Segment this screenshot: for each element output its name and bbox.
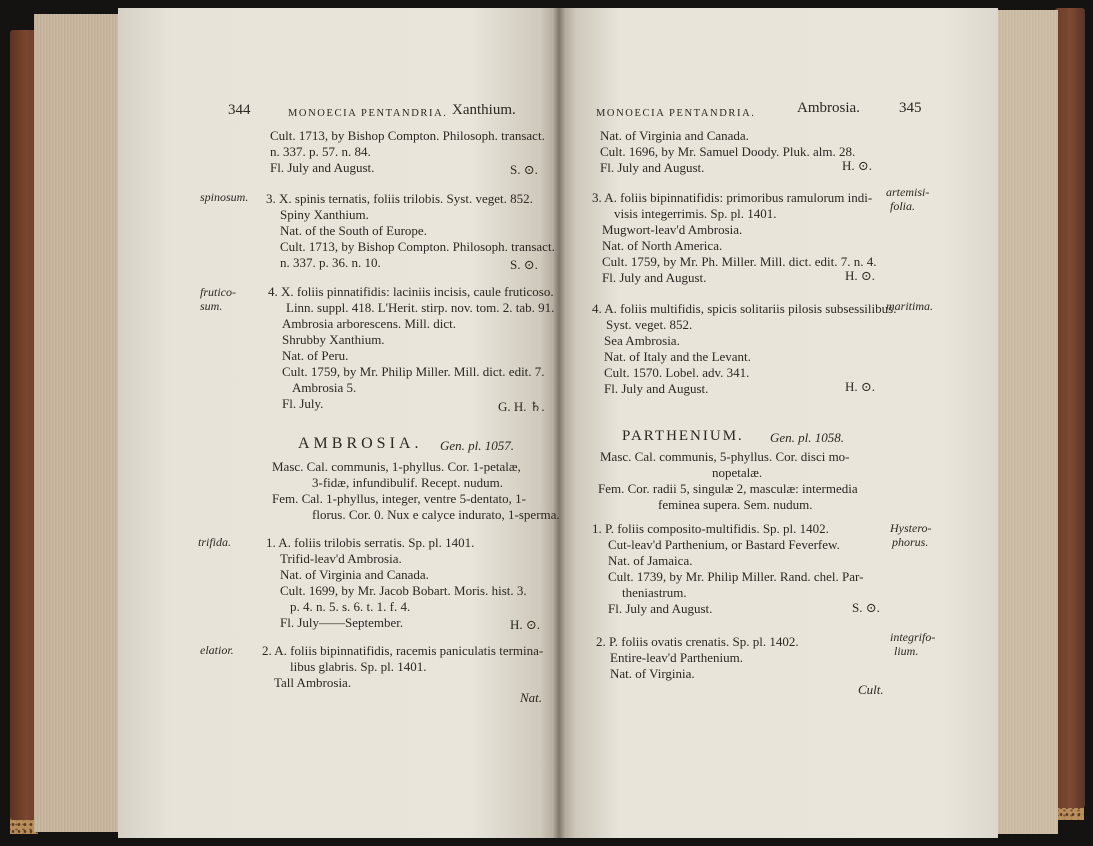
text-line: G. H. ♄. <box>498 399 545 414</box>
text-line: Cult. 1759, by Mr. Ph. Miller. Mill. dict. edit. 7. n. 4. <box>602 254 877 269</box>
text-line: feminea supera. Sem. nudum. <box>658 497 813 512</box>
text-line: Fl. July and August. <box>608 601 713 616</box>
text-line: H. ⊙. <box>845 268 876 283</box>
text-line: Sea Ambrosia. <box>604 333 680 348</box>
margin-note: trifida. <box>198 535 232 549</box>
text-line: florus. Cor. 0. Nux e calyce indurato, 1-sperma. <box>312 507 560 522</box>
text-line: H. ⊙. <box>842 158 873 173</box>
text-line: Fl. July and August. <box>602 270 707 285</box>
margin-note: integrifo- <box>890 630 936 644</box>
text-line: Fl. July and August. <box>270 160 375 175</box>
text-line: theniastrum. <box>622 585 687 600</box>
text-line: 4. X. foliis pinnatifidis: laciniis incisis, caule fruticoso. <box>268 284 554 299</box>
text-line: Ambrosia 5. <box>292 380 357 395</box>
text-line: Masc. Cal. communis, 5-phyllus. Cor. disci mo- <box>600 449 850 464</box>
genus-heading: AMBROSIA. <box>298 435 423 452</box>
text-line: Cult. 1696, by Mr. Samuel Doody. Pluk. alm. 28. <box>600 144 856 159</box>
margin-note: Hystero- <box>890 521 932 535</box>
running-head: MONOECIA PENTANDRIA. <box>596 108 756 119</box>
text-line: S. ⊙. <box>510 162 538 177</box>
margin-note: frutico- <box>200 285 236 299</box>
margin-note: sum. <box>200 299 223 313</box>
catchword: Nat. <box>520 690 543 705</box>
text-line: Trifid-leav'd Ambrosia. <box>280 551 402 566</box>
text-line: Cut-leav'd Parthenium, or Bastard Feverfew. <box>608 537 840 552</box>
text-line: Fl. July and August. <box>600 160 705 175</box>
text-line: Tall Ambrosia. <box>274 675 352 690</box>
margin-note: elatior. <box>200 643 234 657</box>
text-line: Fl. July and August. <box>604 381 709 396</box>
text-line: Nat. of Virginia and Canada. <box>600 128 749 143</box>
text-line: Nat. of Italy and the Levant. <box>604 349 751 364</box>
running-head: MONOECIA PENTANDRIA. <box>288 108 448 119</box>
text-line: 4. A. foliis multifidis, spicis solitariis pilosis subsessilibus. <box>592 301 897 316</box>
text-line: S. ⊙. <box>852 600 880 615</box>
running-head-genus: Xanthium. <box>452 102 516 118</box>
text-line: Spiny Xanthium. <box>280 207 369 222</box>
text-line: Cult. 1713, by Bishop Compton. Philosoph. transact. <box>270 128 545 143</box>
text-line: Nat. of Peru. <box>282 348 349 363</box>
text-line: Fl. July——September. <box>280 615 404 630</box>
text-line: Mugwort-leav'd Ambrosia. <box>602 222 743 237</box>
text-line: Linn. suppl. 418. L'Herit. stirp. nov. tom. 2. tab. 91. <box>286 300 555 315</box>
right-page-stack <box>990 10 1058 834</box>
text-line: Entire-leav'd Parthenium. <box>610 650 744 665</box>
text-line: Fem. Cor. radii 5, singulæ 2, masculæ: intermedia <box>598 481 858 496</box>
margin-note: lium. <box>894 644 919 658</box>
text-line: Nat. of Virginia and Canada. <box>280 567 429 582</box>
text-line: 3-fidæ, infundibulif. Recept. nudum. <box>312 475 504 490</box>
text-line: n. 337. p. 57. n. 84. <box>270 144 371 159</box>
page-number: 344 <box>228 102 251 118</box>
genus-heading: PARTHENIUM. <box>622 428 744 444</box>
margin-note: phorus. <box>892 535 929 549</box>
genus-reference: Gen. pl. 1058. <box>770 430 845 445</box>
running-head-genus: Ambrosia. <box>797 100 860 116</box>
text-line: visis integerrimis. Sp. pl. 1401. <box>614 206 777 221</box>
text-line: Nat. of the South of Europe. <box>280 223 427 238</box>
text-line: Cult. 1570. Lobel. adv. 341. <box>604 365 750 380</box>
text-line: H. ⊙. <box>510 617 541 632</box>
text-line: 2. P. foliis ovatis crenatis. Sp. pl. 1402. <box>596 634 799 649</box>
margin-note: folia. <box>890 199 916 213</box>
text-line: p. 4. n. 5. s. 6. t. 1. f. 4. <box>290 599 411 614</box>
text-line: Cult. 1713, by Bishop Compton. Philosoph. transact. <box>280 239 555 254</box>
page-number: 345 <box>899 100 922 116</box>
text-line: H. ⊙. <box>845 379 876 394</box>
text-line: n. 337. p. 36. n. 10. <box>280 255 381 270</box>
text-line: Cult. 1759, by Mr. Philip Miller. Mill. dict. edit. 7. <box>282 364 545 379</box>
text-line: Ambrosia arborescens. Mill. dict. <box>282 316 457 331</box>
text-line: Masc. Cal. communis, 1-phyllus. Cor. 1-petalæ, <box>272 459 521 474</box>
text-line: Shrubby Xanthium. <box>282 332 385 347</box>
text-line: Nat. of Virginia. <box>610 666 695 681</box>
genus-reference: Gen. pl. 1057. <box>440 438 515 453</box>
text-line: nopetalæ. <box>712 465 763 480</box>
text-line: Fem. Cal. 1-phyllus, integer, ventre 5-dentato, 1- <box>272 491 527 506</box>
text-line: 1. A. foliis trilobis serratis. Sp. pl. 1401. <box>266 535 475 550</box>
text-line: S. ⊙. <box>510 257 538 272</box>
text-line: 2. A. foliis bipinnatifidis, racemis paniculatis termina- <box>262 643 544 658</box>
text-line: Cult. 1739, by Mr. Philip Miller. Rand. chel. Par- <box>608 569 864 584</box>
text-line: 1. P. foliis composito-multifidis. Sp. pl. 1402. <box>592 521 829 536</box>
text-line: Syst. veget. 852. <box>606 317 693 332</box>
text-line: Fl. July. <box>282 396 324 411</box>
right-cover <box>1055 8 1085 808</box>
catchword: Cult. <box>858 682 884 697</box>
book-gutter <box>552 8 566 838</box>
margin-note: spinosum. <box>200 190 249 204</box>
text-line: libus glabris. Sp. pl. 1401. <box>290 659 427 674</box>
text-line: Cult. 1699, by Mr. Jacob Bobart. Moris. hist. 3. <box>280 583 527 598</box>
text-line: Nat. of Jamaica. <box>608 553 693 568</box>
text-line: Nat. of North America. <box>602 238 723 253</box>
margin-note: maritima. <box>886 299 934 313</box>
text-line: 3. A. foliis bipinnatifidis: primoribus ramulorum indi- <box>592 190 873 205</box>
margin-note: artemisi- <box>886 185 930 199</box>
text-line: 3. X. spinis ternatis, foliis trilobis. Syst. veget. 852. <box>266 191 533 206</box>
